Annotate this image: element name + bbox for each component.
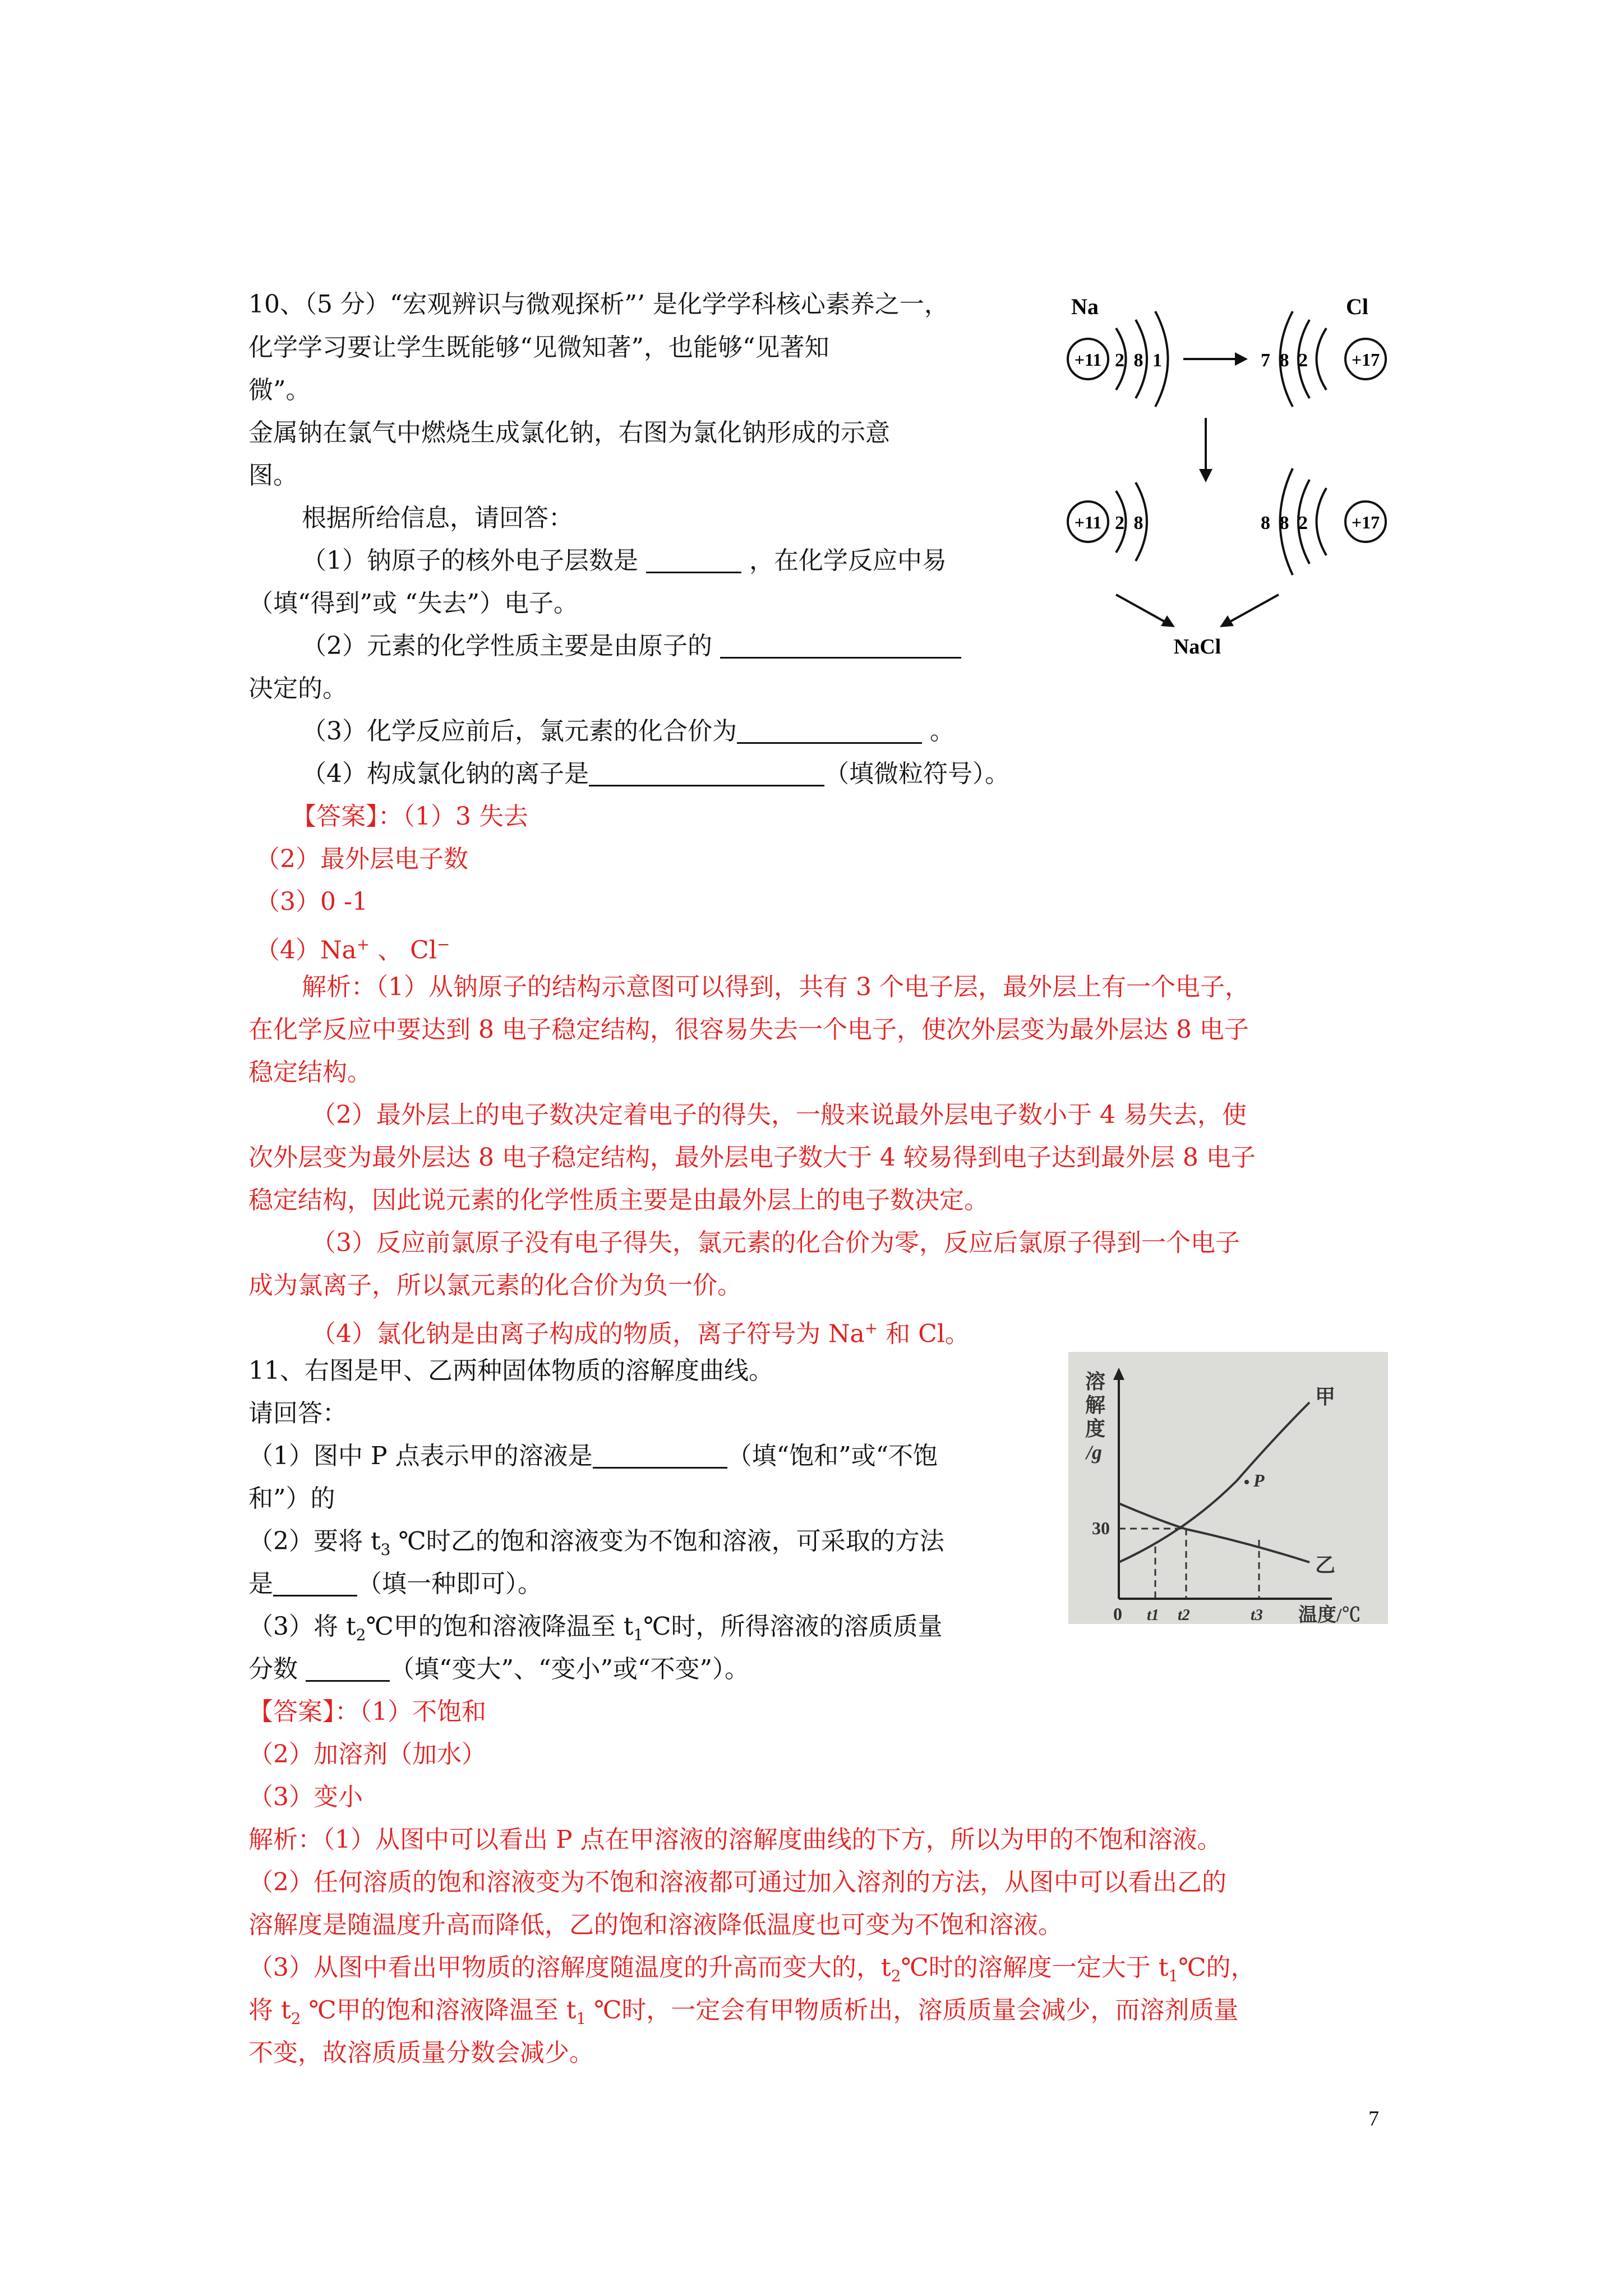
na-ion-shell-electrons: 2 8 xyxy=(1115,513,1146,533)
q11-subq-text: （3）将 t xyxy=(248,1612,356,1641)
origin-label: 0 xyxy=(1113,1604,1122,1624)
q11-answer-1 xyxy=(248,1696,486,1728)
q10-answer-4 xyxy=(255,929,450,967)
point-p xyxy=(1244,1480,1249,1484)
q11-line xyxy=(248,1654,749,1685)
q11-subq-text: 是 xyxy=(248,1570,273,1598)
q11-answer-3: （3）变小 xyxy=(248,1783,363,1811)
cl-ion-nucleus-charge: +17 xyxy=(1351,512,1380,532)
answer-blank[interactable] xyxy=(306,1658,390,1682)
answer-text: （1）3 失去 xyxy=(403,802,528,831)
answer-blank[interactable] xyxy=(720,634,961,659)
answer-label: 【答案】： xyxy=(292,802,403,831)
q11-explanation: 不变，故溶质质量分数会减少。 xyxy=(248,2039,594,2067)
na-ion-nucleus-charge: +11 xyxy=(1074,512,1102,532)
y-axis-label-char: 溶 xyxy=(1085,1370,1106,1393)
q10-line: 10、（5 分）“宏观辨识与微观探析”’ 是化学学科核心素养之一， xyxy=(248,290,949,319)
cl-ion xyxy=(1261,468,1386,575)
q11-subq-text: 分数 xyxy=(248,1655,306,1683)
explanation-text: 将 t xyxy=(248,1996,291,2024)
answer-blank[interactable] xyxy=(737,720,922,744)
q10-subq-text: ，在化学反应中易 xyxy=(741,546,947,575)
explanation-text: ℃时的溶解度一定大于 t xyxy=(901,1953,1169,1982)
answer-blank[interactable] xyxy=(273,1572,357,1596)
q10-answer-1 xyxy=(292,801,528,832)
curve-label-jia: 甲 xyxy=(1315,1386,1336,1408)
na-label: Na xyxy=(1071,294,1099,319)
cl-ion-shell-electrons: 8 8 2 xyxy=(1261,513,1310,533)
na-nucleus-charge: +11 xyxy=(1074,349,1102,370)
explanation-text: （4）氯化钠是由离子构成的物质，离子符号为 Na xyxy=(311,1319,865,1349)
cl-shell-electrons: 7 8 2 xyxy=(1261,350,1310,371)
q10-subq-1 xyxy=(302,545,947,577)
q10-line: （填“得到”或 “失去”）电子。 xyxy=(248,589,578,618)
subscript: 1 xyxy=(633,1625,644,1644)
page-number: 7 xyxy=(1368,2107,1379,2131)
subscript: 1 xyxy=(576,2009,587,2028)
q10-explanation: （2）最外层上的电子数决定着电子的得失，一般来说最外层电子数小于 4 易失去，使 xyxy=(311,1101,1247,1129)
q11-subq-text: （2）要将 t xyxy=(248,1527,381,1556)
explanation-text: 和 Cl xyxy=(878,1319,945,1349)
nacl-formation-diagram xyxy=(1054,280,1402,662)
q10-explanation: 稳定结构。 xyxy=(248,1058,372,1087)
q10-subq-3 xyxy=(302,716,955,747)
answer-blank[interactable] xyxy=(589,762,824,786)
cl-atom xyxy=(1261,311,1386,407)
q11-explanation: 溶解度是随温度升高而降低，乙的饱和溶液降低温度也可变为不饱和溶液。 xyxy=(248,1911,1063,1939)
q10-explanation: 解析：（1）从钠原子的结构示意图可以得到，共有 3 个电子层，最外层上有一个电子， xyxy=(302,973,1249,1001)
subscript: 2 xyxy=(291,2009,301,2028)
q11-subq-text: ℃时乙的饱和溶液变为不饱和溶液，可采取的方法 xyxy=(390,1527,944,1556)
electron-shell-arc xyxy=(1317,488,1327,555)
cl-label: Cl xyxy=(1346,294,1368,319)
answer-text: （1）不饱和 xyxy=(359,1697,486,1726)
arrow-line xyxy=(1116,595,1166,623)
q10-line: 化学学习要让学生既能够“见微知著”，也能够“见著知 xyxy=(248,333,829,362)
q10-line: 图。 xyxy=(248,461,298,490)
q11-line: 和”）的 xyxy=(248,1484,335,1513)
y-axis-label-char: 度 xyxy=(1085,1418,1106,1440)
q10-explanation: 次外层变为最外层达 8 电子稳定结构，最外层电子数大于 4 较易得到电子达到最外层 8 电子 xyxy=(248,1143,1256,1172)
y-axis-label-char: 解 xyxy=(1085,1394,1106,1416)
q10-subq-text: （1）钠原子的核外电子层数是 xyxy=(302,546,646,575)
subscript: 2 xyxy=(891,1966,901,1985)
q10-subq-text: 。 xyxy=(922,717,955,746)
x-axis-label: 温度/℃ xyxy=(1298,1605,1361,1624)
arrow-line xyxy=(1228,595,1279,623)
q10-subq-text: （3）化学反应前后，氯元素的化合价为 xyxy=(302,717,737,746)
explanation-text: 。 xyxy=(944,1319,970,1349)
na-shell-electrons: 2 8 1 xyxy=(1115,350,1164,371)
q10-explanation: 成为氯离子，所以氯元素的化合价为负一价。 xyxy=(248,1271,742,1300)
explanation-text: ℃甲的饱和溶液降温至 t xyxy=(301,1996,577,2024)
q11-subq-text: （填一种即可）。 xyxy=(357,1570,542,1598)
ion-charge: + xyxy=(864,1319,878,1337)
explanation-text: ℃的， xyxy=(1178,1953,1256,1982)
arrow-head xyxy=(1235,352,1248,366)
explanation-text: ℃时，一定会有甲物质析出，溶质质量会减少，而溶剂质量 xyxy=(586,1996,1239,2024)
q10-line: 决定的。 xyxy=(248,674,347,703)
q11-answer-2: （2）加溶剂（加水） xyxy=(248,1740,486,1769)
y-tick-30: 30 xyxy=(1092,1518,1110,1538)
q10-answer-3: （3）0 -1 xyxy=(255,887,368,916)
q11-subq-3 xyxy=(248,1611,942,1651)
q10-explanation: 稳定结构，因此说元素的化学性质主要是由最外层上的电子数决定。 xyxy=(248,1186,989,1214)
q10-answer-2: （2）最外层电子数 xyxy=(255,845,468,873)
q10-explanation: 在化学反应中要达到 8 电子稳定结构，很容易失去一个电子，使次外层变为最外层达 8 电子 xyxy=(248,1015,1249,1044)
x-tick-t3: t3 xyxy=(1251,1607,1263,1624)
q11-subq-text: （填“饱和”或“不饱 xyxy=(727,1442,938,1470)
q11-explanation: （2）任何溶质的饱和溶液变为不饱和溶液都可通过加入溶剂的方法，从图中可以看出乙的 xyxy=(248,1868,1227,1897)
q10-subq-4 xyxy=(302,758,1009,790)
q11-line: 请回答： xyxy=(248,1399,347,1428)
q11-subq-2 xyxy=(248,1526,944,1566)
point-p-label: P xyxy=(1253,1470,1265,1490)
y-axis-label-unit: /g xyxy=(1086,1441,1103,1464)
ion-charge: − xyxy=(436,935,450,954)
cl-nucleus-charge: +17 xyxy=(1351,349,1380,370)
q10-subq-text: （4）构成氯化钠的离子是 xyxy=(302,760,589,788)
na-ion xyxy=(1068,482,1147,561)
x-tick-t1: t1 xyxy=(1147,1607,1159,1624)
q10-subq-2 xyxy=(302,631,961,662)
answer-blank[interactable] xyxy=(593,1444,727,1469)
arrow-head xyxy=(1199,469,1212,482)
ion-charge: + xyxy=(356,935,370,954)
na-atom xyxy=(1068,311,1168,407)
solubility-curve-figure xyxy=(1068,1352,1388,1624)
nacl-label: NaCl xyxy=(1173,635,1221,659)
q11-subq-text: ℃甲的饱和溶液降温至 t xyxy=(366,1612,634,1641)
q11-explanation xyxy=(248,1952,1255,1992)
answer-text: （4）Na xyxy=(255,936,357,965)
q11-subq-text: ℃时，所得溶液的溶质质量 xyxy=(643,1612,943,1641)
q10-line: 微”。 xyxy=(248,376,311,404)
answer-text: 、 Cl xyxy=(370,936,437,965)
q11-subq-1 xyxy=(248,1441,938,1472)
explanation-text: （3）从图中看出甲物质的溶解度随温度的升高而变大的，t xyxy=(248,1953,891,1982)
q11-explanation xyxy=(248,1995,1238,2035)
q11-line xyxy=(248,1568,542,1600)
answer-blank[interactable] xyxy=(646,549,741,573)
q10-explanation xyxy=(311,1313,970,1350)
subscript: 1 xyxy=(1168,1966,1179,1985)
curve-label-yi: 乙 xyxy=(1315,1554,1336,1576)
answer-label: 【答案】： xyxy=(248,1697,359,1726)
q11-line: 11、右图是甲、乙两种固体物质的溶解度曲线。 xyxy=(248,1356,773,1385)
q11-subq-text: （填“变大”、“变小”或“不变”）。 xyxy=(390,1655,749,1683)
q11-subq-text: （1）图中 P 点表示甲的溶液是 xyxy=(248,1442,593,1470)
q10-line: 金属钠在氯气中燃烧生成氯化钠，右图为氯化钠形成的示意 xyxy=(248,418,890,447)
subscript: 2 xyxy=(356,1625,366,1644)
q10-explanation: （3）反应前氯原子没有电子得失，氯元素的化合价为零，反应后氯原子得到一个电子 xyxy=(311,1228,1240,1257)
q10-subq-text: （2）元素的化学性质主要是由原子的 xyxy=(302,632,720,660)
q10-subq-text: （填微粒符号）。 xyxy=(824,760,1009,788)
q11-explanation: 解析：（1）从图中可以看出 P 点在甲溶液的溶解度曲线的下方，所以为甲的不饱和溶液。 xyxy=(248,1825,1222,1854)
electron-shell-arc xyxy=(1317,328,1327,390)
q10-line: 根据所给信息，请回答： xyxy=(302,504,573,532)
x-tick-t2: t2 xyxy=(1178,1607,1190,1624)
subscript: 3 xyxy=(380,1540,391,1559)
